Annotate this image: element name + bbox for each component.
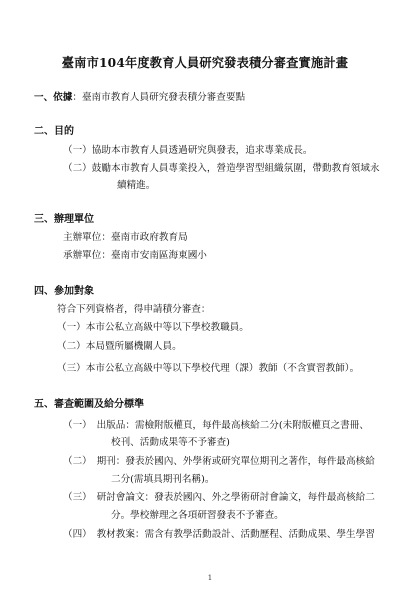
list-item: （三） 研討會論文：發表於國內、外之學術研討會論文，每件最高核給二 (63, 492, 375, 503)
list-item: （一）本市公私立高級中等以下學校教職員。 (57, 322, 249, 333)
list-item: （二）本局暨所屬機關人員。 (57, 341, 182, 352)
list-item: （二） 期刊：發表於國內、外學術或研究單位期刊之著作，每件最高核給 (63, 456, 375, 467)
page-number: 1 (207, 574, 213, 582)
section-heading: 三、辦理單位 (34, 214, 94, 225)
section-heading: 二、目的 (34, 126, 74, 137)
section-basis (34, 92, 245, 104)
list-item: （三）本市公私立高級中等以下學校代理（課）教師（不含實習教師）。 (57, 363, 360, 374)
list-item: （二）鼓勵本市教育人員專業投入，營造學習型組織氛圍，帶動教育領域永 (63, 163, 380, 174)
list-item: 校刊、活動成果等不予審查) (111, 437, 230, 448)
document-title: 臺南市104年度教育人員研究發表積分審查實施計畫 (61, 55, 349, 70)
list-item: （一） 出版品：需檢附版權頁，每件最高核給二分(未附版權頁之書冊、 (63, 420, 369, 431)
list-item: （一）協助本市教育人員透過研究與發表，追求專業成長。 (63, 145, 313, 156)
list-item: 續精進。 (117, 180, 156, 191)
section-body: ：臺南市教育人員研究發表積分審查要點 (72, 92, 246, 103)
list-item: 二分(需填具期刊名稱)。 (111, 474, 215, 485)
list-item: （四） 教材教案：需含有教學活動設計、活動歷程、活動成果、學生學習 (63, 529, 375, 540)
section-heading: 四、參加對象 (34, 286, 94, 297)
section-heading: 一、依據 (34, 92, 73, 103)
list-item: 符合下列資格者，得申請積分審查： (57, 304, 211, 315)
list-item: 主辦單位：臺南市政府教育局 (63, 232, 188, 243)
section-heading: 五、審查範圍及給分標準 (34, 399, 144, 410)
list-item: 分。學校辦理之各項研習發表不予審查。 (111, 510, 284, 521)
list-item: 承辦單位：臺南市安南區海東國小 (63, 250, 207, 261)
